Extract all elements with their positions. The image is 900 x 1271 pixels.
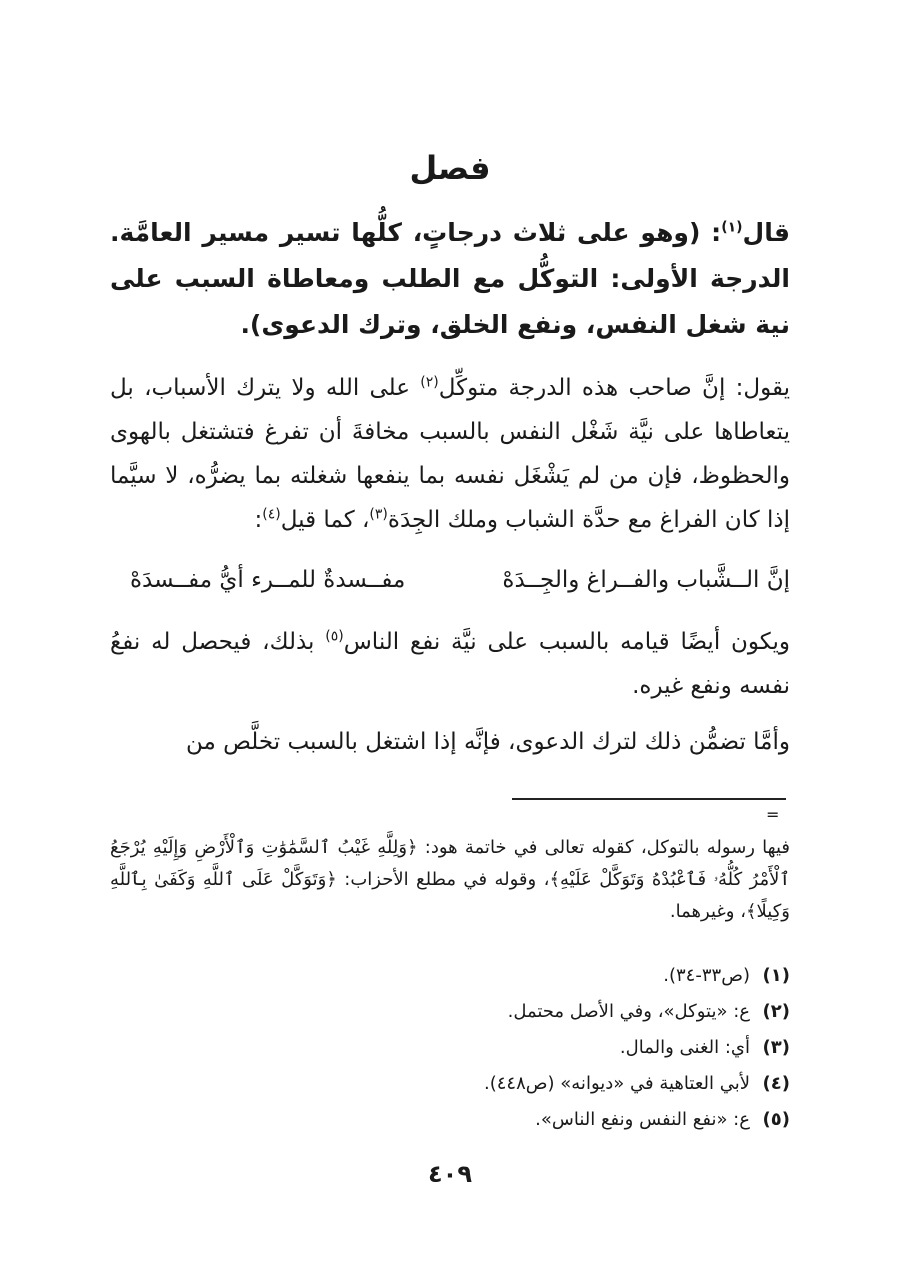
text-run: ويكون أيضًا قيامه بالسبب على نيَّة نفع الناس xyxy=(343,629,791,655)
footnote-item xyxy=(110,1102,790,1138)
page-number: ٤٠٩ xyxy=(428,1160,472,1188)
quote-lead: قال xyxy=(742,218,790,247)
footnote-continuation-marker: = xyxy=(766,805,780,824)
text-run: يقول: إنَّ صاحب هذه الدرجة متوكِّل xyxy=(438,375,790,401)
footnote-ref-1: (١) xyxy=(721,219,743,236)
footnote-item xyxy=(110,1066,790,1102)
quoted-text-paragraph xyxy=(110,210,790,348)
footnote-number: (٤) xyxy=(762,1073,790,1094)
footnote-item xyxy=(110,994,790,1030)
commentary-paragraph-3: وأمَّا تضمُّن ذلك لترك الدعوى، فإنَّه إذا اشتغل بالسبب تخلَّص من xyxy=(185,729,790,755)
text-run: بذلك، فيحصل له نفعُ نفسه ونفع غيره. xyxy=(110,629,790,699)
poetry-verse xyxy=(110,558,790,602)
footnote-text: ع: «نفع النفس ونفع الناس». xyxy=(535,1109,750,1130)
verse-second-hemistich: مفــسدةٌ للمــرء أيُّ مفــسدَهْ xyxy=(130,567,406,593)
text-run: : xyxy=(254,507,263,533)
footnote-number: (١) xyxy=(762,965,790,986)
verse-first-hemistich: إنَّ الــشَّباب والفــراغ والجِــدَهْ xyxy=(502,567,790,593)
footnote-text: ع: «يتوكل»، وفي الأصل محتمل. xyxy=(507,1001,750,1022)
footnote-text: أي: الغنى والمال. xyxy=(619,1037,750,1058)
footnote-item xyxy=(110,1030,790,1066)
footnote-item xyxy=(110,958,790,994)
footnote-text: (ص٣٣-٣٤). xyxy=(663,965,750,986)
footnote-number: (٣) xyxy=(762,1037,790,1058)
footnote-ref-5: (٥) xyxy=(325,628,344,645)
footnote-list xyxy=(110,958,790,1138)
commentary-paragraph-2 xyxy=(110,620,790,708)
footnote-ref-2: (٢) xyxy=(420,374,439,391)
commentary-paragraph-1 xyxy=(110,366,790,542)
footnote-text: لأبي العتاهية في «ديوانه» (ص٤٤٨). xyxy=(484,1073,750,1094)
footnote-number: (٢) xyxy=(762,1001,790,1022)
footnote-number: (٥) xyxy=(762,1109,790,1130)
footnote-continuation: فيها رسوله بالتوكل، كقوله تعالى في خاتمة هود: ﴿وَلِلَّهِ غَيْبُ ٱلسَّمَٰوَٰتِ وَٱلْأَرْضِ وَإِلَيْهِ يُرْجَعُ ٱلْأَمْرُ كُلُّهُۥ فَٱعْبُدْهُ وَتَوَكَّلْ عَلَيْهِ﴾، وقوله في مطلع الأحزاب: ﴿وَتَوَكَّلْ عَلَى ٱللَّهِ وَكَفَىٰ بِٱللَّهِ وَكِيلًا﴾، وغيرهما. xyxy=(110,837,790,922)
footnote-separator xyxy=(512,798,786,800)
quote-body: : (وهو على ثلاث درجاتٍ، كلُّها تسير مسير العامَّة. الدرجة الأولى: التوكُّل مع الطلب ومعاطاة السبب على نية شغل النفس، ونفع الخلق، وترك الدعوى). xyxy=(110,218,790,339)
footnote-ref-4: (٤) xyxy=(262,506,281,523)
footnote-ref-3: (٣) xyxy=(369,506,388,523)
section-heading: فصل xyxy=(409,149,491,187)
text-run: على الله ولا يترك الأسباب، بل يتعاطاها على نيَّة شَغْل النفس بالسبب مخافةَ أن تفرغ فتشتغل بالهوى والحظوظ، فإن من لم يَشْغَل نفسه بما ينفعها شغلته بما يضرُّه، لا سيَّما إذا كان الفراغ مع حدَّة الشباب وملك الجِدَة xyxy=(110,375,790,533)
text-run: ، كما قيل xyxy=(280,507,370,533)
